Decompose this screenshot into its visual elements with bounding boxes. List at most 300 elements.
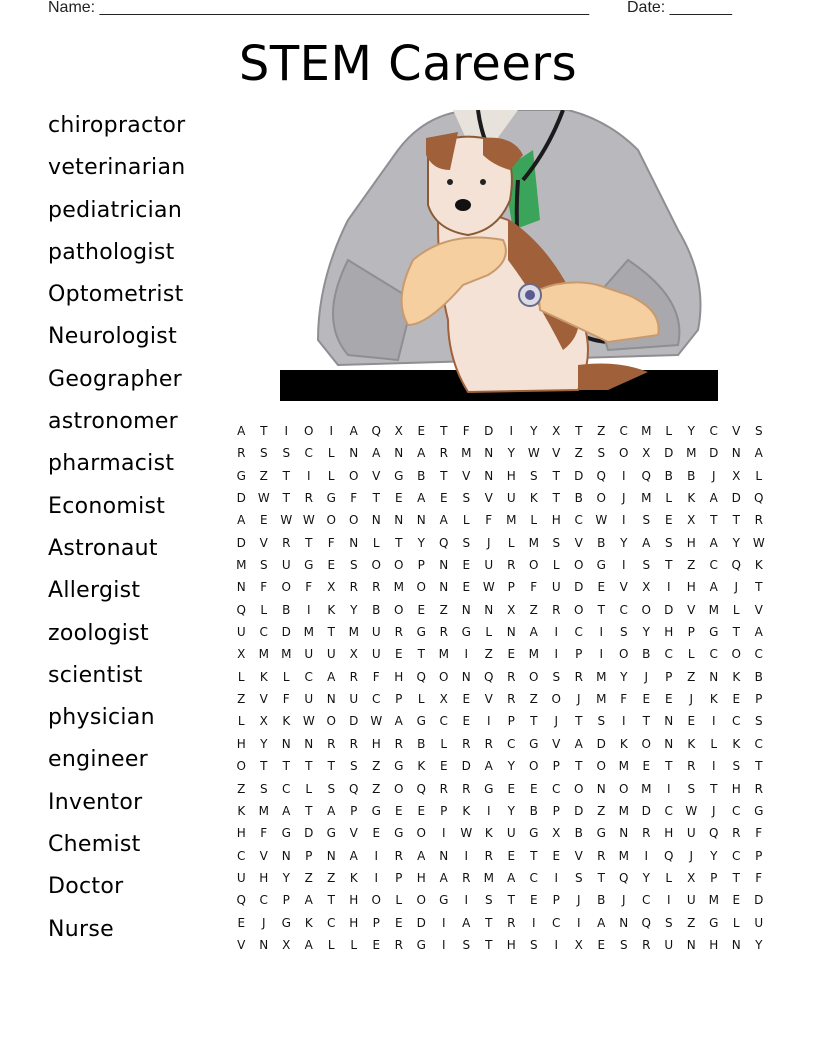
- grid-letter: L: [552, 558, 560, 573]
- grid-letter: P: [552, 803, 560, 818]
- grid-letter: Z: [574, 446, 583, 461]
- grid-letter: I: [666, 893, 671, 908]
- grid-letter: O: [236, 759, 246, 774]
- grid-letter: X: [349, 647, 358, 662]
- grid-letter: M: [641, 424, 652, 438]
- grid-letter: W: [370, 714, 383, 729]
- grid-letter: U: [664, 937, 674, 952]
- grid-letter: O: [529, 759, 539, 774]
- grid-letter: W: [527, 446, 540, 461]
- grid-letter: C: [709, 424, 718, 438]
- grid-letter: K: [529, 491, 538, 506]
- grid-letter: Z: [304, 870, 313, 885]
- grid-letter: J: [554, 714, 559, 729]
- grid-letter: L: [485, 625, 493, 640]
- grid-letter: V: [687, 602, 696, 617]
- grid-letter: J: [576, 692, 581, 707]
- grid-letter: F: [755, 870, 763, 885]
- grid-letter: K: [349, 870, 358, 885]
- grid-letter: R: [552, 602, 561, 617]
- grid-letter: T: [485, 915, 493, 930]
- grid-letter: C: [732, 803, 741, 818]
- grid-letter: Z: [372, 759, 381, 774]
- grid-letter: E: [507, 848, 516, 863]
- grid-letter: K: [619, 736, 628, 751]
- grid-letter: A: [417, 446, 426, 461]
- grid-letter: I: [464, 893, 469, 908]
- grid-letter: Y: [687, 424, 695, 438]
- grid-letter: Z: [327, 870, 336, 885]
- grid-letter: E: [529, 781, 538, 796]
- grid-letter: G: [439, 893, 449, 908]
- grid-letter: S: [529, 468, 538, 483]
- grid-letter: G: [281, 826, 291, 841]
- grid-letter: Z: [529, 692, 538, 707]
- grid-letter: E: [552, 848, 561, 863]
- grid-letter: M: [483, 870, 494, 885]
- grid-letter: U: [371, 625, 381, 640]
- grid-letter: C: [754, 736, 763, 751]
- grid-letter: F: [260, 580, 268, 595]
- grid-letter: Z: [259, 468, 268, 483]
- grid-letter: M: [348, 625, 359, 640]
- grid-letter: C: [259, 625, 268, 640]
- grid-letter: N: [506, 625, 516, 640]
- grid-letter: X: [687, 513, 696, 528]
- grid-letter: L: [440, 736, 448, 751]
- grid-letter: C: [619, 424, 628, 438]
- grid-letter: T: [260, 759, 268, 774]
- grid-letter: L: [350, 937, 358, 952]
- grid-letter: I: [711, 759, 716, 774]
- grid-letter: E: [462, 714, 471, 729]
- grid-letter: I: [486, 714, 491, 729]
- grid-letter: Q: [236, 893, 246, 908]
- grid-letter: W: [685, 803, 698, 818]
- grid-letter: R: [394, 736, 403, 751]
- grid-letter: O: [416, 826, 426, 841]
- grid-letter: N: [349, 535, 359, 550]
- grid-letter: H: [349, 893, 359, 908]
- grid-letter: Q: [709, 826, 719, 841]
- grid-letter: T: [732, 513, 740, 528]
- grid-letter: W: [302, 513, 315, 528]
- grid-letter: T: [485, 937, 493, 952]
- grid-letter: X: [732, 468, 741, 483]
- grid-letter: H: [236, 736, 246, 751]
- word-list-item: chiropractor: [48, 113, 186, 138]
- grid-letter: Y: [282, 870, 290, 885]
- grid-letter: G: [529, 826, 539, 841]
- grid-letter: A: [327, 669, 336, 684]
- grid-letter: R: [484, 848, 493, 863]
- grid-letter: Y: [417, 535, 425, 550]
- grid-letter: T: [665, 558, 673, 573]
- grid-letter: X: [552, 826, 561, 841]
- grid-letter: H: [236, 826, 246, 841]
- grid-letter: Z: [484, 647, 493, 662]
- grid-letter: D: [484, 424, 494, 438]
- grid-letter: V: [574, 535, 583, 550]
- grid-letter: O: [529, 669, 539, 684]
- grid-letter: Q: [439, 535, 449, 550]
- word-list-item: Economist: [48, 493, 166, 519]
- grid-letter: I: [666, 781, 671, 796]
- grid-letter: L: [282, 669, 290, 684]
- grid-letter: S: [259, 781, 268, 796]
- grid-letter: C: [552, 781, 561, 796]
- grid-letter: V: [574, 848, 583, 863]
- grid-letter: N: [484, 446, 494, 461]
- grid-letter: M: [641, 781, 652, 796]
- grid-letter: C: [507, 736, 516, 751]
- grid-letter: C: [372, 692, 381, 707]
- grid-letter: E: [417, 602, 426, 617]
- grid-letter: E: [597, 937, 606, 952]
- grid-letter: R: [507, 669, 516, 684]
- grid-letter: I: [599, 647, 604, 662]
- grid-letter: R: [642, 937, 651, 952]
- grid-letter: V: [259, 535, 268, 550]
- grid-letter: T: [395, 535, 403, 550]
- grid-letter: U: [754, 915, 764, 930]
- word-list-item: zoologist: [48, 620, 149, 646]
- word-list-item: Allergist: [48, 578, 141, 604]
- grid-letter: Q: [596, 468, 606, 483]
- grid-letter: P: [282, 893, 290, 908]
- word-list-item: scientist: [48, 662, 143, 688]
- grid-letter: R: [394, 937, 403, 952]
- grid-letter: O: [641, 736, 651, 751]
- grid-letter: I: [666, 580, 671, 595]
- name-field-label: Name: _______________________________________________________: [48, 0, 589, 16]
- grid-letter: C: [552, 915, 561, 930]
- grid-letter: B: [417, 468, 426, 483]
- grid-letter: X: [552, 424, 561, 438]
- grid-letter: J: [644, 669, 649, 684]
- grid-letter: I: [599, 625, 604, 640]
- grid-letter: Z: [237, 781, 246, 796]
- grid-letter: W: [482, 580, 495, 595]
- grid-letter: E: [462, 692, 471, 707]
- grid-letter: T: [575, 424, 583, 438]
- grid-letter: A: [642, 535, 651, 550]
- grid-letter: E: [439, 491, 448, 506]
- grid-letter: G: [394, 468, 404, 483]
- grid-letter: L: [372, 535, 380, 550]
- grid-letter: B: [687, 468, 696, 483]
- grid-letter: F: [755, 826, 763, 841]
- grid-letter: S: [619, 625, 628, 640]
- grid-letter: O: [416, 580, 426, 595]
- grid-letter: A: [597, 915, 606, 930]
- grid-letter: O: [596, 759, 606, 774]
- grid-letter: E: [394, 803, 403, 818]
- grid-letter: N: [281, 736, 291, 751]
- grid-letter: I: [374, 848, 379, 863]
- grid-letter: C: [732, 848, 741, 863]
- grid-letter: I: [329, 424, 334, 438]
- grid-letter: T: [530, 714, 538, 729]
- grid-letter: U: [281, 558, 291, 573]
- grid-letter: O: [371, 558, 381, 573]
- grid-letter: Z: [439, 602, 448, 617]
- grid-letter: S: [687, 781, 696, 796]
- grid-letter: S: [597, 714, 606, 729]
- grid-letter: C: [619, 602, 628, 617]
- grid-letter: X: [687, 870, 696, 885]
- grid-letter: T: [552, 491, 560, 506]
- grid-letter: T: [440, 424, 448, 438]
- grid-letter: O: [326, 513, 336, 528]
- grid-letter: T: [282, 759, 290, 774]
- grid-letter: T: [642, 714, 650, 729]
- grid-letter: O: [349, 513, 359, 528]
- grid-letter: M: [618, 803, 629, 818]
- grid-letter: I: [486, 803, 491, 818]
- grid-letter: Y: [507, 446, 515, 461]
- grid-letter: Z: [687, 558, 696, 573]
- grid-letter: N: [371, 513, 381, 528]
- grid-letter: J: [486, 535, 491, 550]
- grid-letter: W: [280, 513, 293, 528]
- grid-letter: R: [642, 826, 651, 841]
- grid-letter: D: [596, 736, 606, 751]
- grid-letter: R: [484, 736, 493, 751]
- grid-letter: M: [708, 893, 719, 908]
- grid-letter: V: [552, 736, 561, 751]
- grid-letter: V: [484, 491, 493, 506]
- grid-letter: X: [642, 580, 651, 595]
- grid-letter: I: [644, 848, 649, 863]
- grid-letter: K: [709, 692, 718, 707]
- grid-letter: W: [257, 491, 270, 506]
- grid-letter: S: [462, 937, 471, 952]
- grid-letter: R: [349, 669, 358, 684]
- grid-letter: S: [552, 669, 561, 684]
- grid-letter: E: [507, 647, 516, 662]
- grid-letter: Q: [619, 870, 629, 885]
- word-list-item: Chemist: [48, 832, 141, 858]
- grid-letter: K: [282, 714, 291, 729]
- grid-letter: T: [530, 848, 538, 863]
- grid-letter: P: [710, 870, 718, 885]
- grid-letter: S: [462, 491, 471, 506]
- grid-letter: J: [734, 580, 739, 595]
- grid-letter: H: [394, 669, 404, 684]
- grid-letter: X: [642, 446, 651, 461]
- grid-letter: P: [552, 893, 560, 908]
- grid-letter: R: [754, 781, 763, 796]
- grid-letter: D: [754, 893, 764, 908]
- grid-letter: N: [731, 937, 741, 952]
- grid-letter: U: [686, 893, 696, 908]
- grid-letter: E: [507, 781, 516, 796]
- grid-letter: P: [575, 647, 583, 662]
- grid-letter: Q: [349, 781, 359, 796]
- grid-letter: S: [552, 535, 561, 550]
- grid-letter: I: [284, 424, 289, 438]
- grid-letter: D: [236, 491, 246, 506]
- word-list-item: Astronaut: [48, 535, 158, 561]
- grid-letter: N: [394, 446, 404, 461]
- grid-letter: Q: [664, 848, 674, 863]
- grid-letter: L: [237, 714, 245, 729]
- grid-letter: S: [462, 535, 471, 550]
- grid-letter: A: [349, 424, 358, 438]
- grid-letter: L: [687, 647, 695, 662]
- grid-letter: W: [460, 826, 473, 841]
- grid-letter: P: [395, 870, 403, 885]
- grid-letter: E: [529, 893, 538, 908]
- grid-letter: Z: [597, 803, 606, 818]
- grid-letter: A: [754, 625, 763, 640]
- grid-letter: I: [621, 513, 626, 528]
- grid-letter: C: [642, 893, 651, 908]
- grid-letter: P: [440, 803, 448, 818]
- grid-letter: T: [260, 424, 268, 438]
- grid-letter: T: [282, 491, 290, 506]
- word-list-item: Geographer: [48, 366, 183, 392]
- grid-letter: I: [621, 558, 626, 573]
- grid-letter: Q: [236, 602, 246, 617]
- word-list-item: engineer: [48, 747, 149, 773]
- word-list-item: Optometrist: [48, 282, 184, 308]
- grid-letter: Y: [642, 625, 650, 640]
- grid-letter: I: [554, 937, 559, 952]
- grid-letter: C: [664, 647, 673, 662]
- grid-letter: R: [732, 826, 741, 841]
- grid-letter: I: [554, 625, 559, 640]
- grid-letter: N: [461, 669, 471, 684]
- grid-letter: S: [732, 759, 741, 774]
- grid-letter: S: [259, 558, 268, 573]
- grid-letter: E: [417, 803, 426, 818]
- grid-letter: A: [372, 446, 381, 461]
- grid-letter: A: [529, 625, 538, 640]
- grid-letter: N: [326, 692, 336, 707]
- grid-letter: R: [574, 669, 583, 684]
- grid-letter: U: [551, 580, 561, 595]
- grid-letter: E: [642, 692, 651, 707]
- grid-letter: Q: [731, 558, 741, 573]
- grid-letter: A: [754, 446, 763, 461]
- grid-letter: M: [708, 602, 719, 617]
- grid-letter: M: [618, 759, 629, 774]
- grid-letter: N: [416, 513, 426, 528]
- grid-letter: K: [417, 759, 426, 774]
- grid-letter: L: [710, 736, 718, 751]
- grid-letter: O: [394, 558, 404, 573]
- grid-letter: K: [732, 669, 741, 684]
- grid-letter: A: [574, 736, 583, 751]
- grid-letter: E: [462, 580, 471, 595]
- grid-letter: X: [282, 937, 291, 952]
- grid-letter: H: [506, 937, 516, 952]
- grid-letter: X: [574, 937, 583, 952]
- grid-letter: L: [327, 468, 335, 483]
- grid-letter: O: [731, 647, 741, 662]
- grid-letter: Y: [710, 848, 718, 863]
- grid-letter: G: [326, 826, 336, 841]
- grid-letter: N: [664, 736, 674, 751]
- grid-letter: T: [710, 781, 718, 796]
- grid-letter: U: [484, 558, 494, 573]
- grid-letter: C: [237, 848, 246, 863]
- grid-letter: L: [507, 535, 515, 550]
- word-list-item: physician: [48, 705, 155, 731]
- grid-letter: F: [530, 580, 538, 595]
- grid-letter: L: [665, 491, 673, 506]
- grid-letter: W: [302, 714, 315, 729]
- grid-letter: K: [462, 803, 471, 818]
- grid-letter: J: [711, 803, 716, 818]
- grid-letter: T: [755, 759, 763, 774]
- grid-letter: N: [709, 669, 719, 684]
- grid-letter: K: [237, 803, 246, 818]
- grid-letter: L: [530, 513, 538, 528]
- grid-letter: N: [664, 714, 674, 729]
- grid-letter: R: [282, 535, 291, 550]
- grid-letter: R: [462, 781, 471, 796]
- grid-letter: M: [641, 491, 652, 506]
- word-list-item: Doctor: [48, 874, 124, 900]
- grid-letter: F: [260, 826, 268, 841]
- grid-letter: Y: [350, 602, 358, 617]
- grid-letter: P: [395, 692, 403, 707]
- grid-letter: H: [686, 580, 696, 595]
- grid-letter: F: [305, 580, 313, 595]
- grid-letter: B: [372, 602, 381, 617]
- page-title: STEM Careers: [238, 36, 578, 92]
- grid-letter: T: [305, 535, 313, 550]
- grid-letter: T: [755, 580, 763, 595]
- grid-letter: L: [665, 870, 673, 885]
- grid-letter: T: [575, 714, 583, 729]
- grid-letter: I: [509, 424, 514, 438]
- grid-letter: V: [462, 468, 471, 483]
- grid-letter: J: [621, 893, 626, 908]
- grid-letter: H: [259, 870, 269, 885]
- grid-letter: A: [394, 714, 403, 729]
- grid-letter: M: [281, 647, 292, 662]
- grid-letter: W: [752, 535, 765, 550]
- grid-letter: D: [349, 714, 359, 729]
- grid-letter: N: [484, 468, 494, 483]
- grid-letter: D: [709, 446, 719, 461]
- grid-letter: E: [664, 513, 673, 528]
- grid-letter: T: [372, 491, 380, 506]
- grid-letter: R: [349, 736, 358, 751]
- grid-letter: I: [464, 647, 469, 662]
- grid-letter: V: [237, 937, 246, 952]
- grid-letter: A: [484, 759, 493, 774]
- grid-letter: S: [282, 446, 291, 461]
- grid-letter: C: [282, 781, 291, 796]
- grid-letter: L: [462, 513, 470, 528]
- grid-letter: F: [462, 424, 470, 438]
- grid-letter: Y: [620, 669, 628, 684]
- grid-letter: V: [619, 580, 628, 595]
- grid-letter: W: [595, 513, 608, 528]
- grid-letter: P: [755, 848, 763, 863]
- grid-letter: O: [349, 468, 359, 483]
- grid-letter: V: [552, 446, 561, 461]
- grid-letter: R: [394, 848, 403, 863]
- grid-letter: R: [394, 625, 403, 640]
- grid-letter: Y: [507, 803, 515, 818]
- grid-letter: V: [372, 468, 381, 483]
